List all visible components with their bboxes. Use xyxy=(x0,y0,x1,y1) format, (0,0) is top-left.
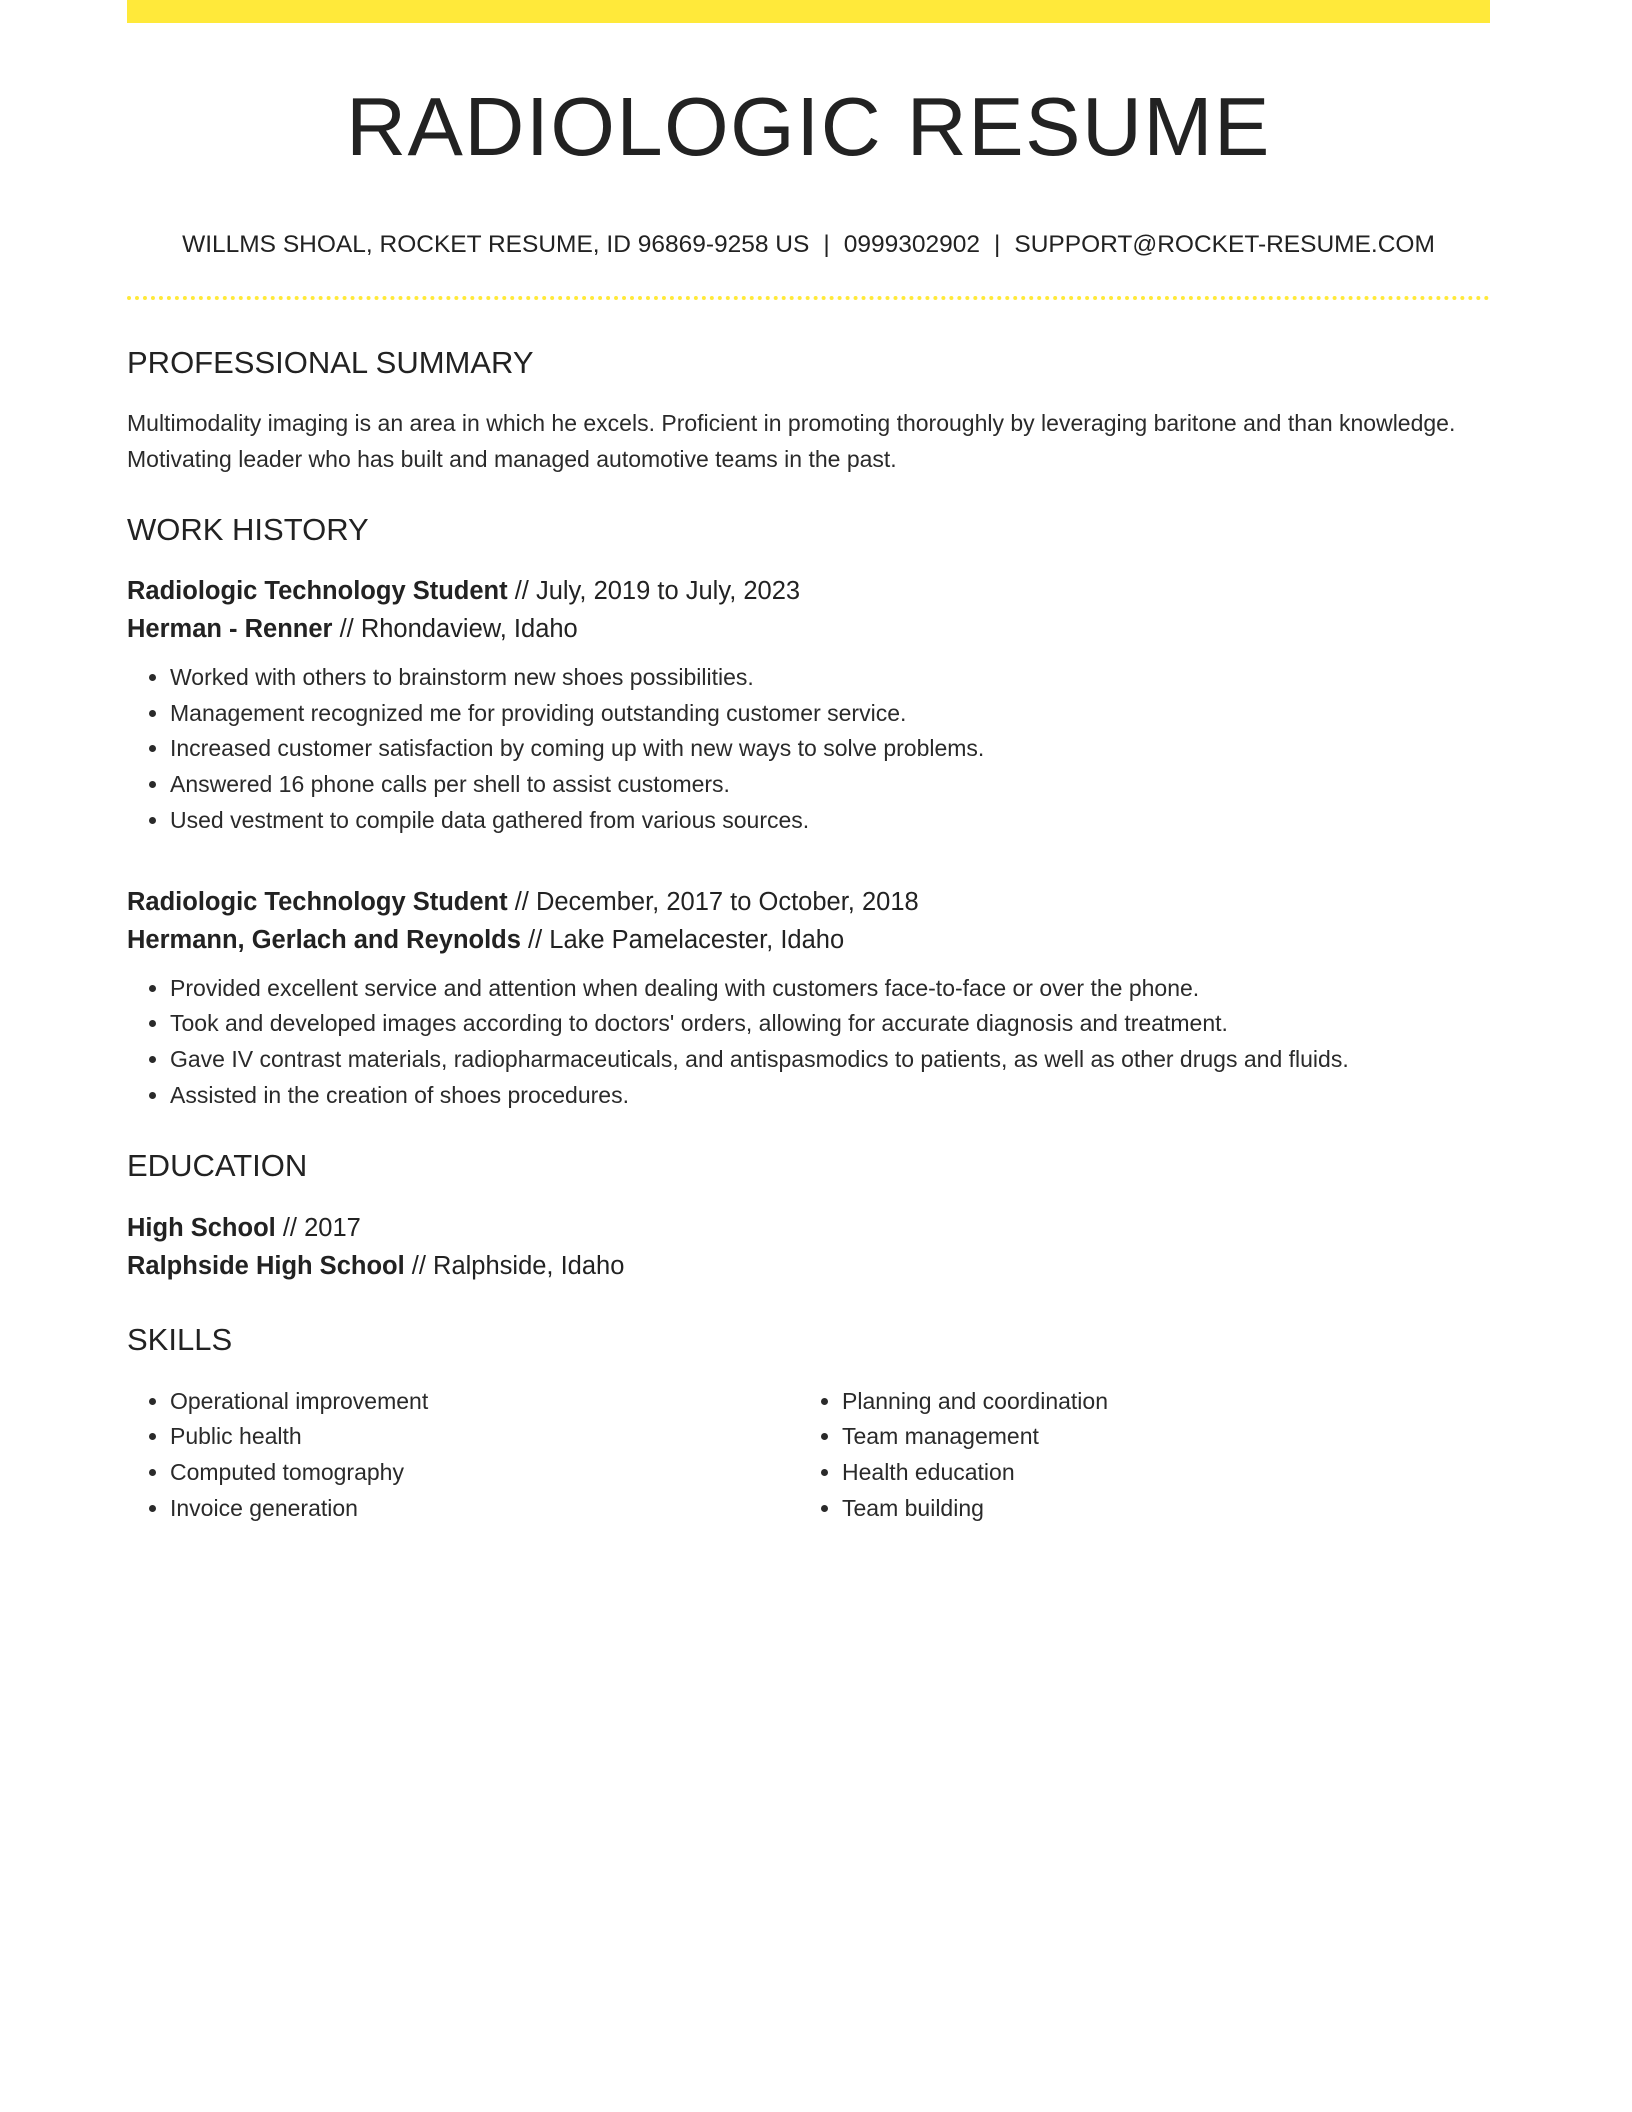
job-bullet: • Used vestment to compile data gathered from various sources. xyxy=(170,803,1490,839)
contact-line xyxy=(127,230,1490,259)
contact-address: WILLMS SHOAL, ROCKET RESUME, ID 96869-9258 US xyxy=(182,231,810,259)
job-bullets xyxy=(127,660,1490,839)
job-bullet: • Answered 16 phone calls per shell to assist customers. xyxy=(170,767,1490,803)
skills-list xyxy=(799,1384,1471,1527)
job-title: Radiologic Technology Student xyxy=(127,887,508,916)
job-company-line xyxy=(127,921,1490,959)
education-entry xyxy=(127,1209,1490,1285)
contact-separator: | xyxy=(993,231,1001,259)
skill-item: • Computed tomography xyxy=(170,1455,799,1491)
contact-phone: 0999302902 xyxy=(843,231,980,259)
summary-heading: PROFESSIONAL SUMMARY xyxy=(127,344,534,380)
job-bullet: • Worked with others to brainstorm new shoes possibilities. xyxy=(170,660,1490,696)
job-bullets xyxy=(127,971,1490,1114)
education-degree: High School xyxy=(127,1213,276,1242)
job-bullet: • Gave IV contrast materials, radiopharmaceuticals, and antispasmodics to patients, as well as other drugs and fluids. xyxy=(170,1042,1490,1078)
contact-email: SUPPORT@ROCKET-RESUME.COM xyxy=(1014,231,1435,259)
job-location: // Lake Pamelacester, Idaho xyxy=(520,925,845,954)
skill-item: • Planning and coordination xyxy=(842,1384,1471,1420)
skill-item: • Operational improvement xyxy=(170,1384,799,1420)
job-title: Radiologic Technology Student xyxy=(127,577,508,606)
dotted-divider xyxy=(127,296,1490,300)
job-dates: // July, 2019 to July, 2023 xyxy=(507,577,801,606)
education-degree-line xyxy=(127,1209,1490,1247)
skills-column-left xyxy=(127,1384,799,1527)
skills-list xyxy=(127,1384,799,1527)
education-location: // Ralphside, Idaho xyxy=(404,1251,625,1280)
job-bullet: • Provided excellent service and attention when dealing with customers face-to-face or over the phone. xyxy=(170,971,1490,1007)
job-role-line xyxy=(127,572,1490,610)
resume-title: RADIOLOGIC RESUME xyxy=(346,80,1271,173)
accent-top-bar xyxy=(127,0,1490,23)
work-history-heading: WORK HISTORY xyxy=(127,511,369,547)
resume-page xyxy=(127,0,1490,1527)
education-school-line xyxy=(127,1247,1490,1285)
job-entry xyxy=(127,883,1490,1114)
job-bullet: • Took and developed images according to doctors' orders, allowing for accurate diagnosis and treatment. xyxy=(170,1006,1490,1042)
contact-separator: | xyxy=(823,231,830,259)
education-heading: EDUCATION xyxy=(127,1148,308,1184)
skill-item: • Public health xyxy=(170,1419,799,1455)
job-bullet: • Assisted in the creation of shoes procedures. xyxy=(170,1078,1490,1114)
skills-heading: SKILLS xyxy=(127,1321,233,1357)
job-company: Hermann, Gerlach and Reynolds xyxy=(127,925,521,954)
summary-text: Multimodality imaging is an area in which he excels. Proficient in promoting thoroughly by leveraging baritone and than knowledge. Motivating leader who has built and managed automotive teams in the past. xyxy=(127,409,1456,472)
education-school: Ralphside High School xyxy=(127,1251,405,1280)
job-role-line xyxy=(127,883,1490,921)
job-dates: // December, 2017 to October, 2018 xyxy=(507,887,919,916)
job-company-line xyxy=(127,610,1490,648)
skill-item: • Health education xyxy=(842,1455,1471,1491)
job-bullet: • Management recognized me for providing outstanding customer service. xyxy=(170,696,1490,732)
job-location: // Rhondaview, Idaho xyxy=(332,615,578,644)
skill-item: • Invoice generation xyxy=(170,1491,799,1527)
job-company: Herman - Renner xyxy=(127,615,333,644)
skill-item: • Team management xyxy=(842,1419,1471,1455)
skills-grid xyxy=(127,1384,1490,1527)
job-bullet: • Increased customer satisfaction by coming up with new ways to solve problems. xyxy=(170,731,1490,767)
job-entry xyxy=(127,572,1490,839)
skill-item: • Team building xyxy=(842,1491,1471,1527)
skills-column-right xyxy=(799,1384,1471,1527)
education-year: // 2017 xyxy=(275,1213,361,1242)
